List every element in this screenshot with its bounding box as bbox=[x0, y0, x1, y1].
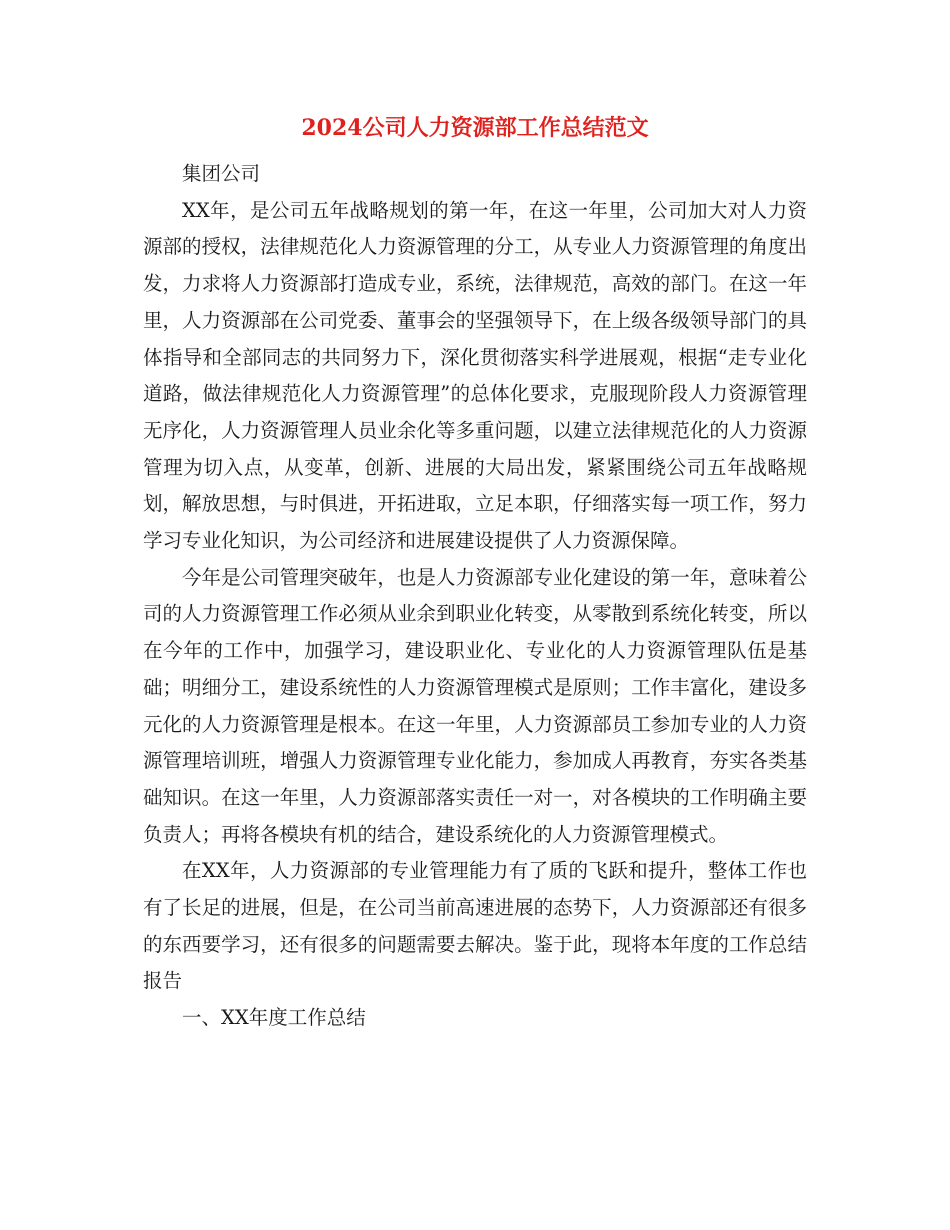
document-body bbox=[143, 156, 807, 1037]
paragraph-intro: XX年，是公司五年战略规划的第一年，在这一年里，公司加大对人力资源部的授权，法律规范化人力资源管理的分工，从专业人力资源管理的角度出发，力求将人力资源部打造成专业，系统，法律规范，高效的部门。在这一年里，人力资源部在公司党委、董事会的坚强领导下，在上级各级领导部门的具体指导和全部同志的共同努力下，深化贯彻落实科学进展观，根据“走专业化道路，做法律规范化人力资源管理”的总体化要求，克服现阶段人力资源管理无序化，人力资源管理人员业余化等多重问题，以建立法律规范化的人力资源管理为切入点，从变革，创新、进展的大局出发，紧紧围绕公司五年战略规划，解放思想，与时俱进，开拓进取，立足本职，仔细落实每一项工作，努力学习专业化知识，为公司经济和进展建设提供了人力资源保障。 bbox=[143, 198, 807, 553]
paragraph-recipient: 集团公司 bbox=[182, 162, 261, 185]
section-heading-1: 一、XX年度工作总结 bbox=[182, 1006, 366, 1030]
document-title: 2024公司人力资源部工作总结范文 bbox=[301, 115, 649, 141]
paragraph-progress: 在XX年，人力资源部的专业管理能力有了质的飞跃和提升，整体工作也有了长足的进展，但是，在公司当前高速进展的态势下，人力资源部还有很多的东西要学习，还有很多的问题需要去解决。鉴于此，现将本年度的工作总结报告 bbox=[143, 859, 807, 993]
paragraph-management-year: 今年是公司管理突破年，也是人力资源部专业化建设的第一年，意味着公司的人力资源管理工作必须从业余到职业化转变，从零散到系统化转变，所以在今年的工作中，加强学习，建设职业化、专业化的人力资源管理队伍是基础；明细分工，建设系统性的人力资源管理模式是原则；工作丰富化，建设多元化的人力资源管理是根本。在这一年里，人力资源部员工参加专业的人力资源管理培训班，增强人力资源管理专业化能力，参加成人再教育，夯实各类基础知识。在这一年里，人力资源部落实责任一对一，对各模块的工作明确主要负责人；再将各模块有机的结合，建设系统化的人力资源管理模式。 bbox=[143, 565, 807, 846]
